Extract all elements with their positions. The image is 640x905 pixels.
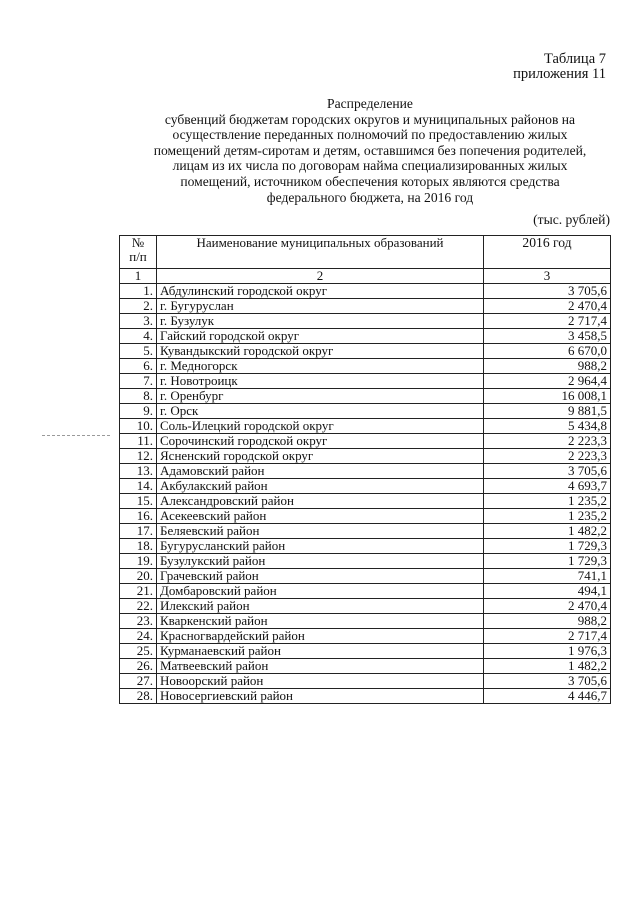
title-line-3: осуществление переданных полномочий по предоставлению жилых <box>172 127 568 143</box>
column-index-row <box>120 269 611 284</box>
row-municipality: Акбулакский район <box>157 479 484 494</box>
row-municipality: г. Новотроицк <box>157 374 484 389</box>
row-municipality: Курманаевский район <box>157 644 484 659</box>
row-value: 6 670,0 <box>484 344 611 359</box>
row-number: 14. <box>120 479 157 494</box>
row-value: 1 482,2 <box>484 659 611 674</box>
row-number: 27. <box>120 674 157 689</box>
table-row <box>120 449 611 464</box>
table-label: Таблица 7 <box>543 51 606 67</box>
row-municipality: Грачевский район <box>157 569 484 584</box>
row-municipality: Кувандыкский городской округ <box>157 344 484 359</box>
table-row <box>120 284 611 299</box>
table-row <box>120 329 611 344</box>
row-value: 1 235,2 <box>484 509 611 524</box>
row-value: 5 434,8 <box>484 419 611 434</box>
table-row <box>120 539 611 554</box>
row-value: 4 693,7 <box>484 479 611 494</box>
table-row <box>120 524 611 539</box>
table-row <box>120 464 611 479</box>
row-municipality: г. Бугуруслан <box>157 299 484 314</box>
row-municipality: Адамовский район <box>157 464 484 479</box>
row-municipality: г. Оренбург <box>157 389 484 404</box>
row-number: 2. <box>120 299 157 314</box>
row-municipality: г. Медногорск <box>157 359 484 374</box>
header-number-line1: № <box>131 235 145 250</box>
row-value: 2 470,4 <box>484 599 611 614</box>
table-header-row <box>120 236 611 269</box>
row-value: 2 717,4 <box>484 629 611 644</box>
table-row <box>120 584 611 599</box>
row-number: 13. <box>120 464 157 479</box>
row-number: 19. <box>120 554 157 569</box>
row-value: 4 446,7 <box>484 689 611 704</box>
table-body <box>120 269 611 704</box>
row-value: 494,1 <box>484 584 611 599</box>
header-number-line2: п/п <box>129 248 147 264</box>
table-row <box>120 569 611 584</box>
table-row <box>120 494 611 509</box>
row-municipality: Гайский городской округ <box>157 329 484 344</box>
row-municipality: Асекеевский район <box>157 509 484 524</box>
table-row <box>120 434 611 449</box>
row-number: 15. <box>120 494 157 509</box>
row-municipality: Соль-Илецкий городской округ <box>157 419 484 434</box>
row-number: 8. <box>120 389 157 404</box>
row-number: 23. <box>120 614 157 629</box>
row-value: 1 976,3 <box>484 644 611 659</box>
row-value: 3 705,6 <box>484 674 611 689</box>
row-municipality: Бузулукский район <box>157 554 484 569</box>
margin-dash-mark <box>42 435 110 436</box>
table-row <box>120 419 611 434</box>
appendix-label: приложения 11 <box>513 66 606 82</box>
row-number: 10. <box>120 419 157 434</box>
row-municipality: Матвеевский район <box>157 659 484 674</box>
row-number: 25. <box>120 644 157 659</box>
header-year: 2016 год <box>484 236 611 269</box>
table-row <box>120 359 611 374</box>
subvention-table <box>119 235 611 704</box>
row-municipality: Новосергиевский район <box>157 689 484 704</box>
row-value: 1 729,3 <box>484 554 611 569</box>
row-value: 3 705,6 <box>484 284 611 299</box>
row-value: 2 964,4 <box>484 374 611 389</box>
units-label: (тыс. рублей) <box>533 212 610 227</box>
row-number: 3. <box>120 314 157 329</box>
column-index: 1 <box>120 269 157 284</box>
title-line-1: Распределение <box>327 96 413 111</box>
row-number: 9. <box>120 404 157 419</box>
title-line-5: лицам из их числа по договорам найма специализированных жилых <box>172 158 568 174</box>
table-row <box>120 389 611 404</box>
row-municipality: Домбаровский район <box>157 584 484 599</box>
table-row <box>120 344 611 359</box>
row-value: 3 705,6 <box>484 464 611 479</box>
row-value: 1 729,3 <box>484 539 611 554</box>
row-municipality: Новоорский район <box>157 674 484 689</box>
row-number: 22. <box>120 599 157 614</box>
row-value: 2 470,4 <box>484 299 611 314</box>
row-municipality: Беляевский район <box>157 524 484 539</box>
row-number: 1. <box>120 284 157 299</box>
table-row <box>120 599 611 614</box>
table-row <box>120 614 611 629</box>
row-municipality: Александровский район <box>157 494 484 509</box>
table-row <box>120 314 611 329</box>
document-title <box>100 96 640 205</box>
row-number: 17. <box>120 524 157 539</box>
column-index: 3 <box>484 269 611 284</box>
row-municipality: г. Орск <box>157 404 484 419</box>
header-municipality: Наименование муниципальных образований <box>157 236 484 269</box>
row-number: 20. <box>120 569 157 584</box>
row-number: 24. <box>120 629 157 644</box>
row-value: 2 717,4 <box>484 314 611 329</box>
row-value: 1 235,2 <box>484 494 611 509</box>
table-row <box>120 644 611 659</box>
title-line-2: субвенций бюджетам городских округов и муниципальных районов на <box>164 111 576 127</box>
row-value: 16 008,1 <box>484 389 611 404</box>
row-number: 7. <box>120 374 157 389</box>
title-line-4: помещений детям-сиротам и детям, оставшимся без попечения родителей, <box>153 142 587 158</box>
title-line-7: федерального бюджета, на 2016 год <box>266 189 474 205</box>
header-number <box>120 236 157 269</box>
row-municipality: Бугурусланский район <box>157 539 484 554</box>
row-municipality: Ясненский городской округ <box>157 449 484 464</box>
column-index: 2 <box>157 269 484 284</box>
table-row <box>120 509 611 524</box>
row-value: 3 458,5 <box>484 329 611 344</box>
row-number: 6. <box>120 359 157 374</box>
row-municipality: Сорочинский городской округ <box>157 434 484 449</box>
row-number: 16. <box>120 509 157 524</box>
row-value: 1 482,2 <box>484 524 611 539</box>
title-line-6: помещений, источником обеспечения которых являются средства <box>180 173 560 189</box>
table-reference <box>513 52 606 82</box>
table-row <box>120 674 611 689</box>
table-row <box>120 659 611 674</box>
table-row <box>120 554 611 569</box>
table-row <box>120 479 611 494</box>
row-value: 2 223,3 <box>484 449 611 464</box>
table-row <box>120 374 611 389</box>
row-municipality: Абдулинский городской округ <box>157 284 484 299</box>
row-number: 5. <box>120 344 157 359</box>
row-value: 988,2 <box>484 614 611 629</box>
row-municipality: г. Бузулук <box>157 314 484 329</box>
row-value: 2 223,3 <box>484 434 611 449</box>
row-municipality: Кваркенский район <box>157 614 484 629</box>
row-number: 4. <box>120 329 157 344</box>
row-municipality: Илекский район <box>157 599 484 614</box>
row-number: 26. <box>120 659 157 674</box>
row-number: 18. <box>120 539 157 554</box>
table-row <box>120 299 611 314</box>
row-value: 741,1 <box>484 569 611 584</box>
row-municipality: Красногвардейский район <box>157 629 484 644</box>
table-row <box>120 404 611 419</box>
row-value: 988,2 <box>484 359 611 374</box>
row-number: 21. <box>120 584 157 599</box>
table-row <box>120 689 611 704</box>
table-row <box>120 629 611 644</box>
row-value: 9 881,5 <box>484 404 611 419</box>
row-number: 11. <box>120 434 157 449</box>
row-number: 12. <box>120 449 157 464</box>
row-number: 28. <box>120 689 157 704</box>
